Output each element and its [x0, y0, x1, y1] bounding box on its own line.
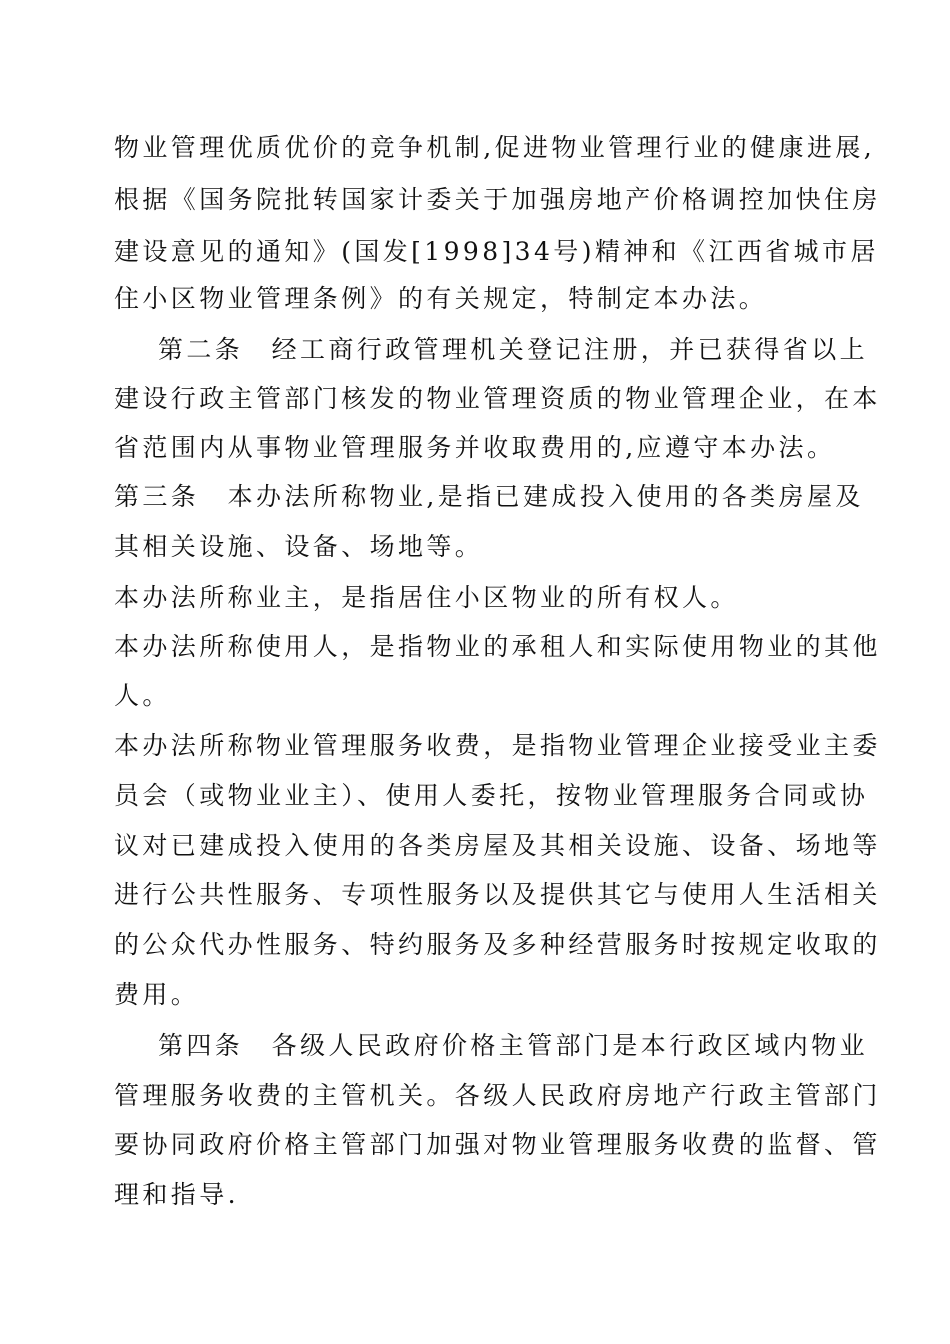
text-line: 进行公共性服务、专项性服务以及提供其它与使用人生活相关	[114, 880, 881, 909]
text-line: 管理服务收费的主管机关。各级人民政府房地产行政主管部门	[114, 1081, 881, 1110]
text-line: 本办法所称业主，是指居住小区物业的所有权人。	[114, 583, 739, 612]
article-4-heading-line: 第四条 各级人民政府价格主管部门是本行政区域内物业	[158, 1031, 869, 1060]
text-line: 住小区物业管理条例》的有关规定，特制定本办法。	[114, 284, 768, 313]
text-line: 员会（或物业业主）、使用人委托，按物业管理服务合同或协	[114, 781, 869, 810]
text-line: 费用。	[114, 980, 200, 1009]
article-3-heading-line: 第三条 本办法所称物业,是指已建成投入使用的各类房屋及	[114, 482, 864, 511]
text-line: 人。	[114, 681, 171, 710]
text-line: 理和指导.	[114, 1180, 239, 1209]
text-line: 根据《国务院批转国家计委关于加强房地产价格调控加快住房	[114, 185, 881, 214]
text-line: 建设行政主管部门核发的物业管理资质的物业管理企业，在本	[114, 384, 881, 413]
text-line: 物业管理优质优价的竞争机制,促进物业管理行业的健康进展,	[114, 133, 876, 162]
text-line: 本办法所称使用人，是指物业的承租人和实际使用物业的其他	[114, 632, 881, 661]
article-2-heading-line: 第二条 经工商行政管理机关登记注册，并已获得省以上	[158, 335, 869, 364]
text-line: 议对已建成投入使用的各类房屋及其相关设施、设备、场地等	[114, 831, 881, 860]
text-line: 建设意见的通知》(国发[1998]34号)精神和《江西省城市居	[114, 237, 879, 266]
text-line: 本办法所称物业管理服务收费，是指物业管理企业接受业主委	[114, 731, 881, 760]
text-line: 要协同政府价格主管部门加强对物业管理服务收费的监督、管	[114, 1130, 881, 1159]
text-line: 的公众代办性服务、特约服务及多种经营服务时按规定收取的	[114, 930, 881, 959]
text-line: 其相关设施、设备、场地等。	[114, 532, 484, 561]
text-line: 省范围内从事物业管理服务并收取费用的,应遵守本办法。	[114, 433, 836, 462]
